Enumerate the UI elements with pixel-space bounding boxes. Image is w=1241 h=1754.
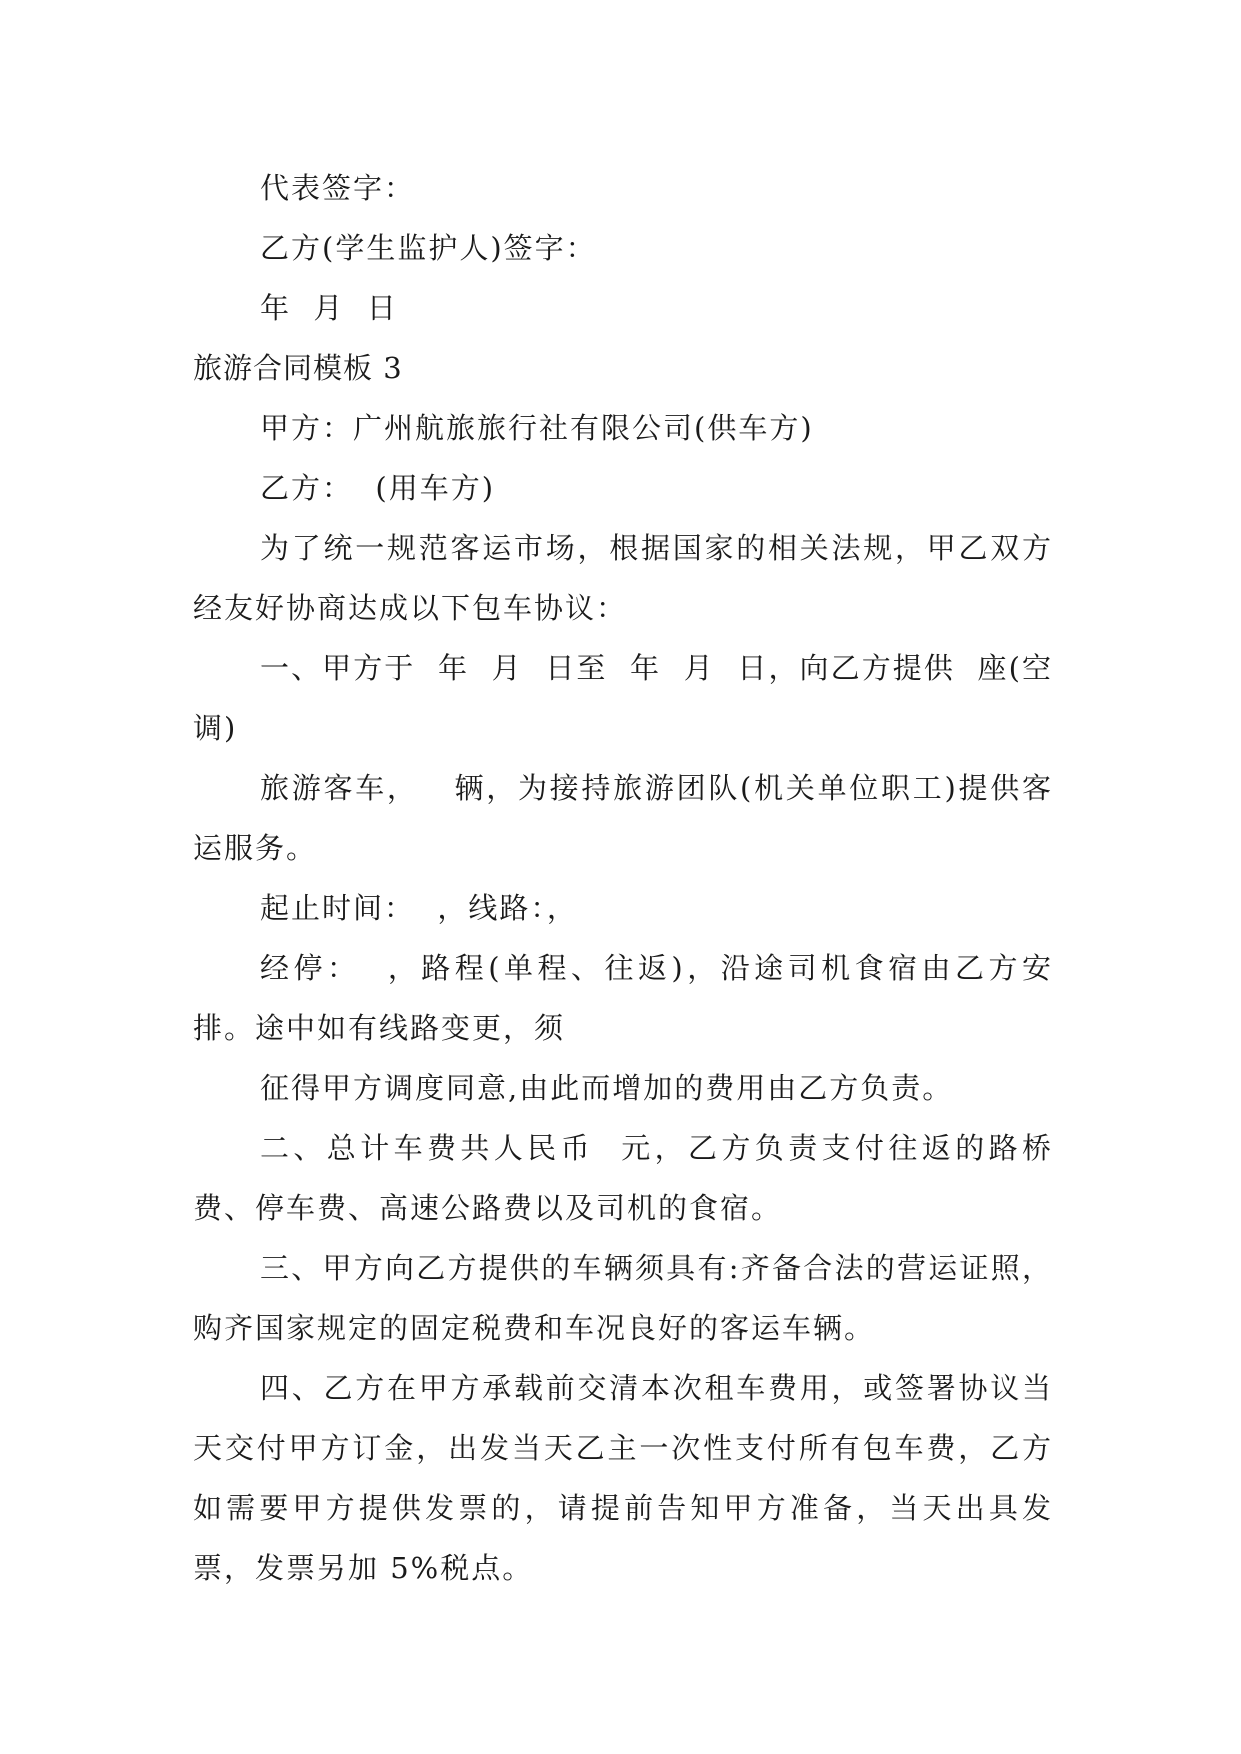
document-body bbox=[193, 158, 1053, 1598]
guardian-signature-line: 乙方(学生监护人)签字： bbox=[260, 231, 597, 265]
intro-paragraph: 为了统一规范客运市场，根据国家的相关法规，甲乙双方经友好协商达成以下包车协议： bbox=[193, 531, 1053, 625]
time-route-paragraph: 起止时间： ，线路：， bbox=[260, 891, 578, 925]
date-line: 年 月 日 bbox=[260, 291, 398, 325]
approval-paragraph: 征得甲方调度同意,由此而增加的费用由乙方负责。 bbox=[260, 1071, 954, 1105]
stopover-paragraph: 经停： ，路程(单程、往返)，沿途司机食宿由乙方安排。途中如有线路变更，须 bbox=[193, 951, 1053, 1045]
section-title: 旅游合同模板 3 bbox=[193, 351, 403, 385]
clause-4-paragraph: 四、乙方在甲方承载前交清本次租车费用，或签署协议当天交付甲方订金，出发当天乙主一次性支付所有包车费，乙方如需要甲方提供发票的，请提前告知甲方准备，当天出具发票，发票另加 5%税点。 bbox=[193, 1371, 1053, 1585]
representative-signature-line: 代表签字： bbox=[260, 171, 416, 205]
clause-1-paragraph: 一、甲方于 年 月 日至 年 月 日，向乙方提供 座(空调) bbox=[193, 651, 1053, 745]
clause-1-continued-paragraph: 旅游客车， 辆，为接持旅游团队(机关单位职工)提供客运服务。 bbox=[193, 771, 1053, 865]
party-b-line: 乙方： (用车方) bbox=[260, 471, 496, 505]
party-a-line: 甲方：广州航旅旅行社有限公司(供车方) bbox=[260, 411, 814, 445]
clause-3-paragraph: 三、甲方向乙方提供的车辆须具有:齐备合法的营运证照，购齐国家规定的固定税费和车况良好的客运车辆。 bbox=[193, 1251, 1053, 1345]
clause-2-paragraph: 二、总计车费共人民币 元，乙方负责支付往返的路桥费、停车费、高速公路费以及司机的食宿。 bbox=[193, 1131, 1053, 1225]
